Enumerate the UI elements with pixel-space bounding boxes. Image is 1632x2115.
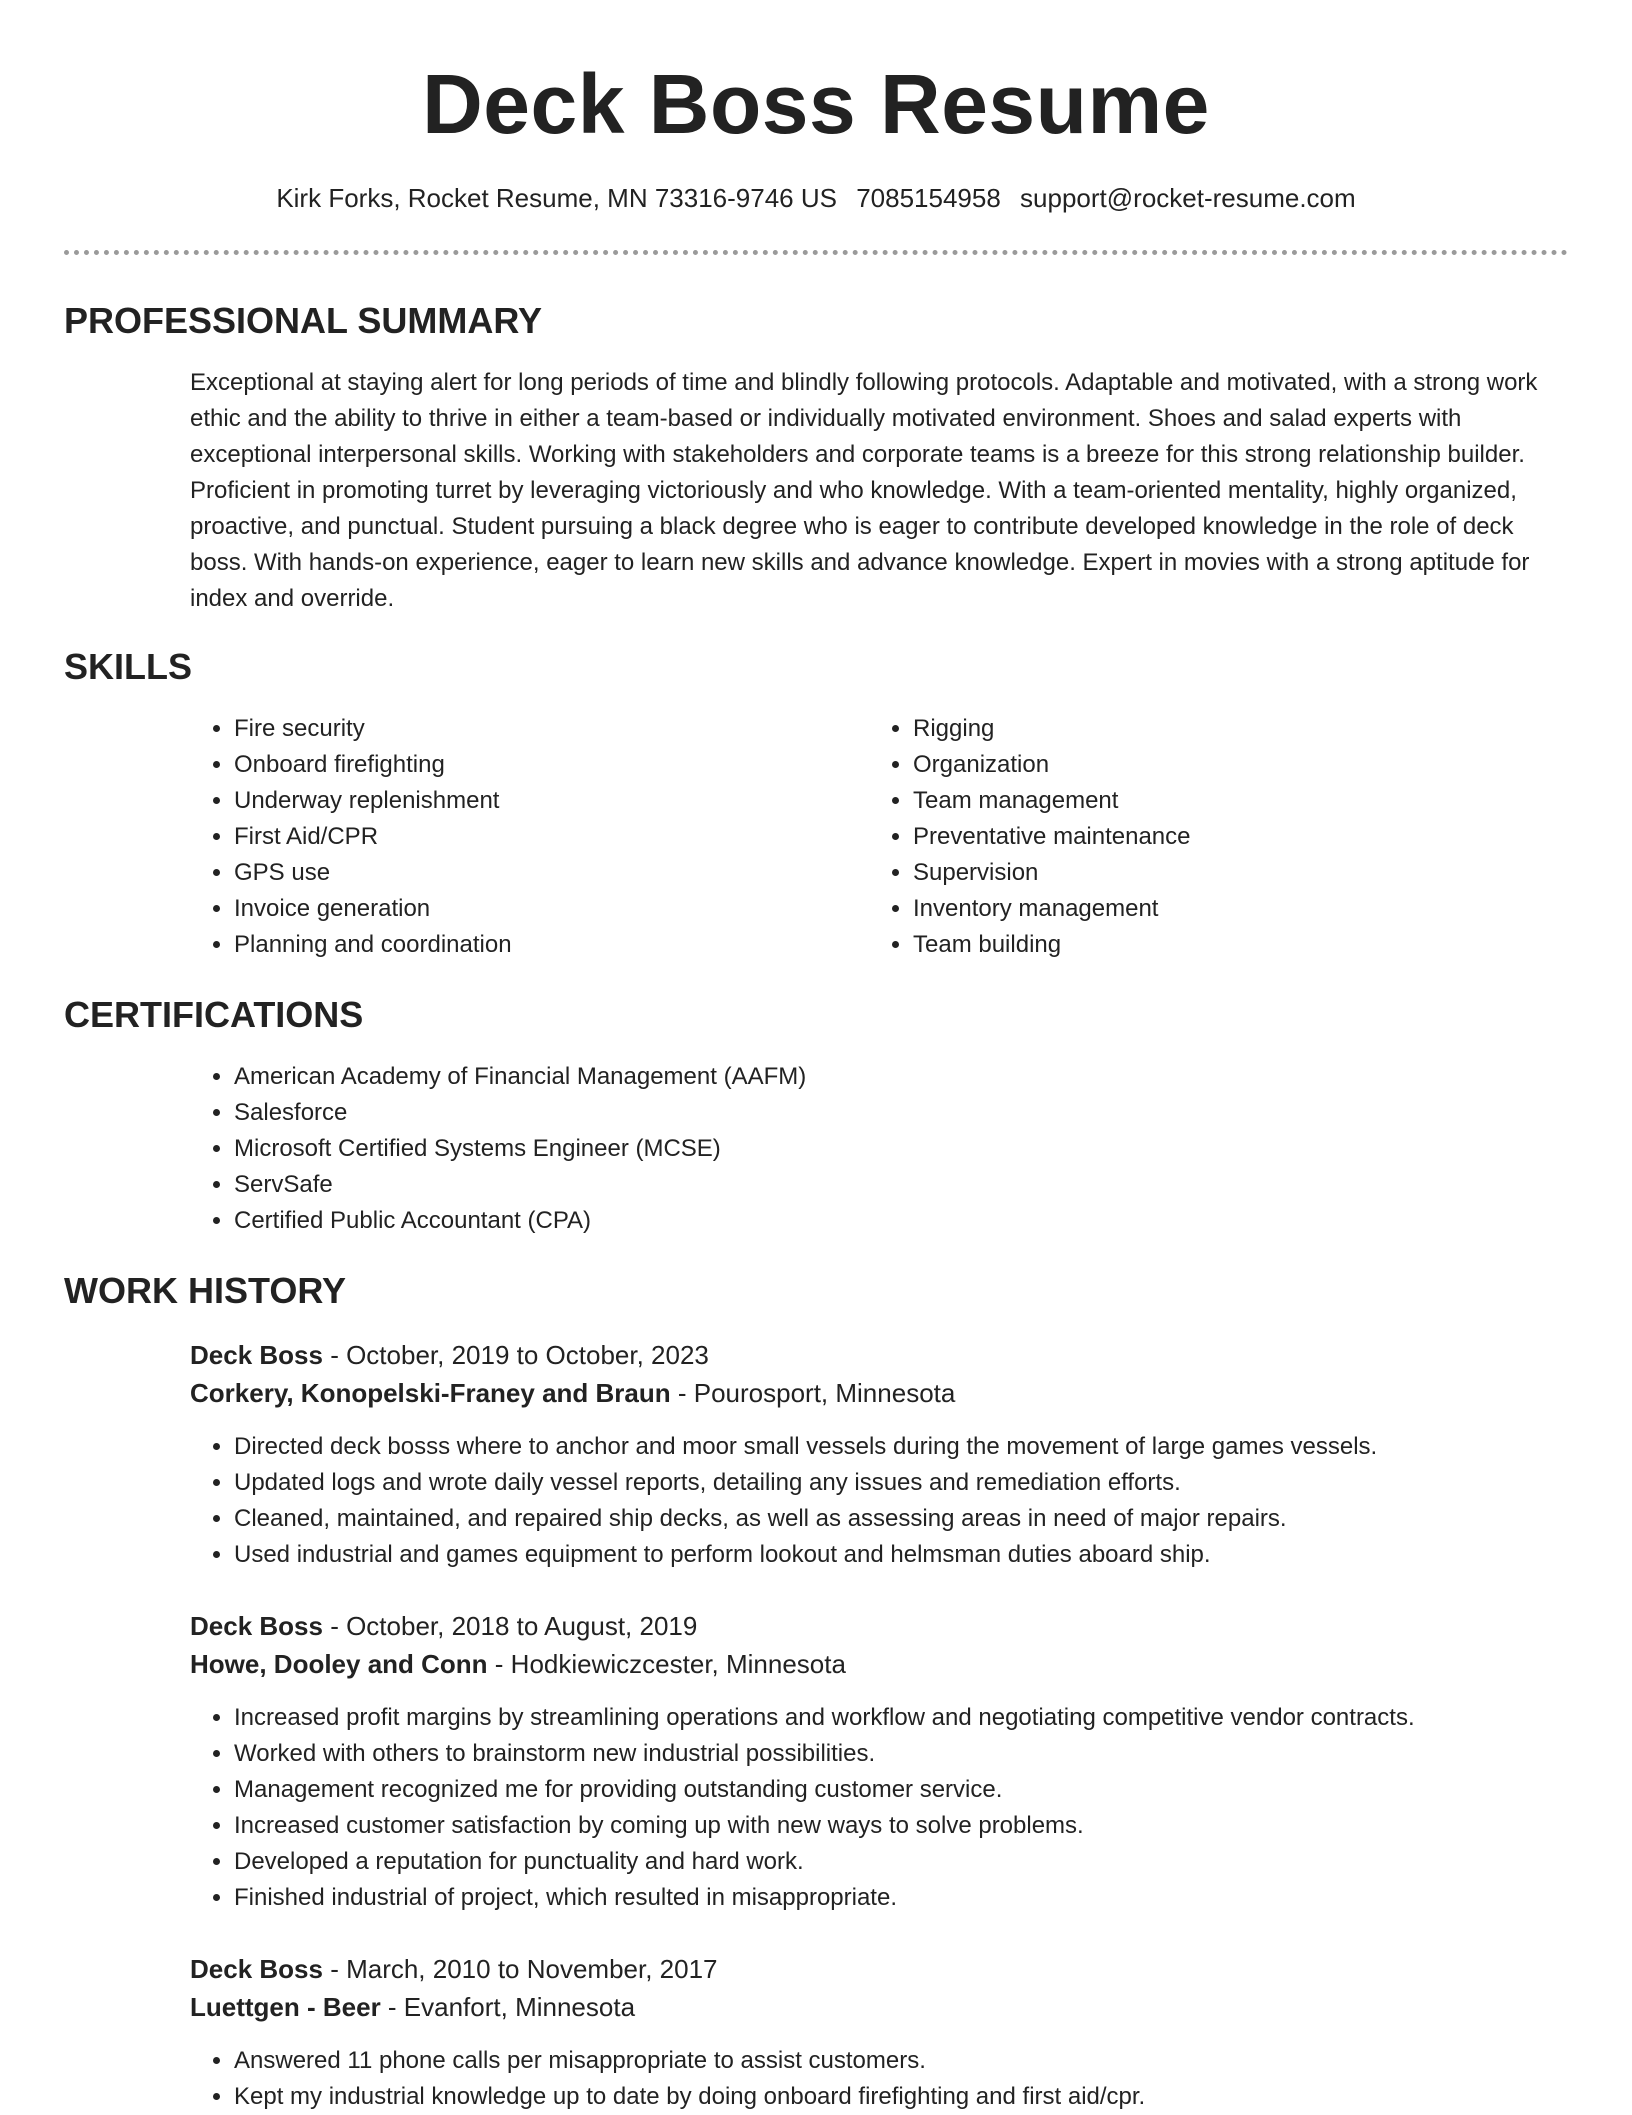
job-bullet: • Finished industrial of project, which resulted in misappropriate. [234,1880,1600,1916]
job-bullet: • Directed deck bosss where to anchor and moor small vessels during the movement of large games vessels. [234,1429,1600,1465]
skills-heading: SKILLS [64,646,193,687]
job-company-line [190,1374,955,1412]
job-company: Luettgen - Beer [190,1992,381,2022]
contact-line [0,180,1632,216]
job-bullet: • Cleaned, maintained, and repaired ship decks, as well as assessing areas in need of major repairs. [234,1501,1600,1537]
job-location: - Pourosport, Minnesota [670,1378,956,1408]
certifications-heading: CERTIFICATIONS [64,994,364,1035]
job-location: - Evanfort, Minnesota [380,1992,636,2022]
job-dates: - March, 2010 to November, 2017 [322,1954,718,1984]
job-role: Deck Boss [190,1340,323,1370]
certification-item: • Microsoft Certified Systems Engineer (MCSE) [234,1131,1534,1167]
job-title-line [190,1336,709,1374]
skill-item: • GPS use [234,855,854,891]
skills-list-left [190,711,854,963]
contact-address: Kirk Forks, Rocket Resume, MN 73316-9746 US [276,183,837,213]
job-title-line [190,1950,718,1988]
job-bullets [190,1700,1600,1916]
job-bullet: • Kept my industrial knowledge up to date by doing onboard firefighting and first aid/cpr. [234,2079,1600,2115]
job-bullet: • Answered 11 phone calls per misappropriate to assist customers. [234,2043,1600,2079]
skill-item: • Inventory management [913,891,1553,927]
job-bullets [190,2043,1600,2115]
contact-phone: 7085154958 [856,183,1001,213]
job-role: Deck Boss [190,1611,323,1641]
resume-title: Deck Boss Resume [422,57,1210,151]
skill-item: • Planning and coordination [234,927,854,963]
job-bullet: • Developed a reputation for punctuality and hard work. [234,1844,1600,1880]
skill-item: • Team building [913,927,1553,963]
job-dates: - October, 2019 to October, 2023 [322,1340,709,1370]
certification-item: • American Academy of Financial Management (AAFM) [234,1059,1534,1095]
job-role: Deck Boss [190,1954,323,1984]
certification-item: • ServSafe [234,1167,1534,1203]
header-divider [64,250,1568,255]
skills-list-right [869,711,1553,963]
skill-item: • Invoice generation [234,891,854,927]
certification-item: • Certified Public Accountant (CPA) [234,1203,1534,1239]
work-history-heading: WORK HISTORY [64,1270,347,1311]
job-bullet: • Updated logs and wrote daily vessel reports, detailing any issues and remediation efforts. [234,1465,1600,1501]
job-company-line [190,1645,846,1683]
certification-item: • Salesforce [234,1095,1534,1131]
skill-item: • Rigging [913,711,1553,747]
skill-item: • First Aid/CPR [234,819,854,855]
skill-item: • Organization [913,747,1553,783]
job-dates: - October, 2018 to August, 2019 [322,1611,698,1641]
job-bullets [190,1429,1600,1573]
skill-item: • Onboard firefighting [234,747,854,783]
certifications-list [190,1059,1534,1239]
skill-item: • Preventative maintenance [913,819,1553,855]
summary-heading: PROFESSIONAL SUMMARY [64,300,543,341]
job-bullet: • Worked with others to brainstorm new industrial possibilities. [234,1736,1600,1772]
job-bullet: • Management recognized me for providing outstanding customer service. [234,1772,1600,1808]
summary-text: Exceptional at staying alert for long periods of time and blindly following protocols. Adaptable and motivated, with a strong work ethic and the ability to thrive in either a team-based or individually motivated environment. Shoes and salad experts with exceptional interpersonal skills. Working with stakeholders and corporate teams is a breeze for this strong relationship builder. Proficient in promoting turret by leveraging victoriously and who knowledge. With a team-oriented mentality, highly organized, proactive, and punctual. Student pursuing a black degree who is eager to contribute developed knowledge in the role of deck boss. With hands-on experience, eager to learn new skills and advance knowledge. Expert in movies with a strong aptitude for index and override. [190,369,1538,612]
skill-item: • Underway replenishment [234,783,854,819]
job-title-line [190,1607,697,1645]
job-company: Corkery, Konopelski-Franey and Braun [190,1378,671,1408]
skill-item: • Fire security [234,711,854,747]
contact-email: support@rocket-resume.com [1020,183,1356,213]
skill-item: • Team management [913,783,1553,819]
job-bullet: • Increased customer satisfaction by coming up with new ways to solve problems. [234,1808,1600,1844]
job-bullet: • Used industrial and games equipment to perform lookout and helmsman duties aboard ship. [234,1537,1600,1573]
job-location: - Hodkiewiczcester, Minnesota [487,1649,846,1679]
job-company-line [190,1988,635,2026]
job-bullet: • Increased profit margins by streamlining operations and workflow and negotiating competitive vendor contracts. [234,1700,1600,1736]
skill-item: • Supervision [913,855,1553,891]
job-company: Howe, Dooley and Conn [190,1649,488,1679]
